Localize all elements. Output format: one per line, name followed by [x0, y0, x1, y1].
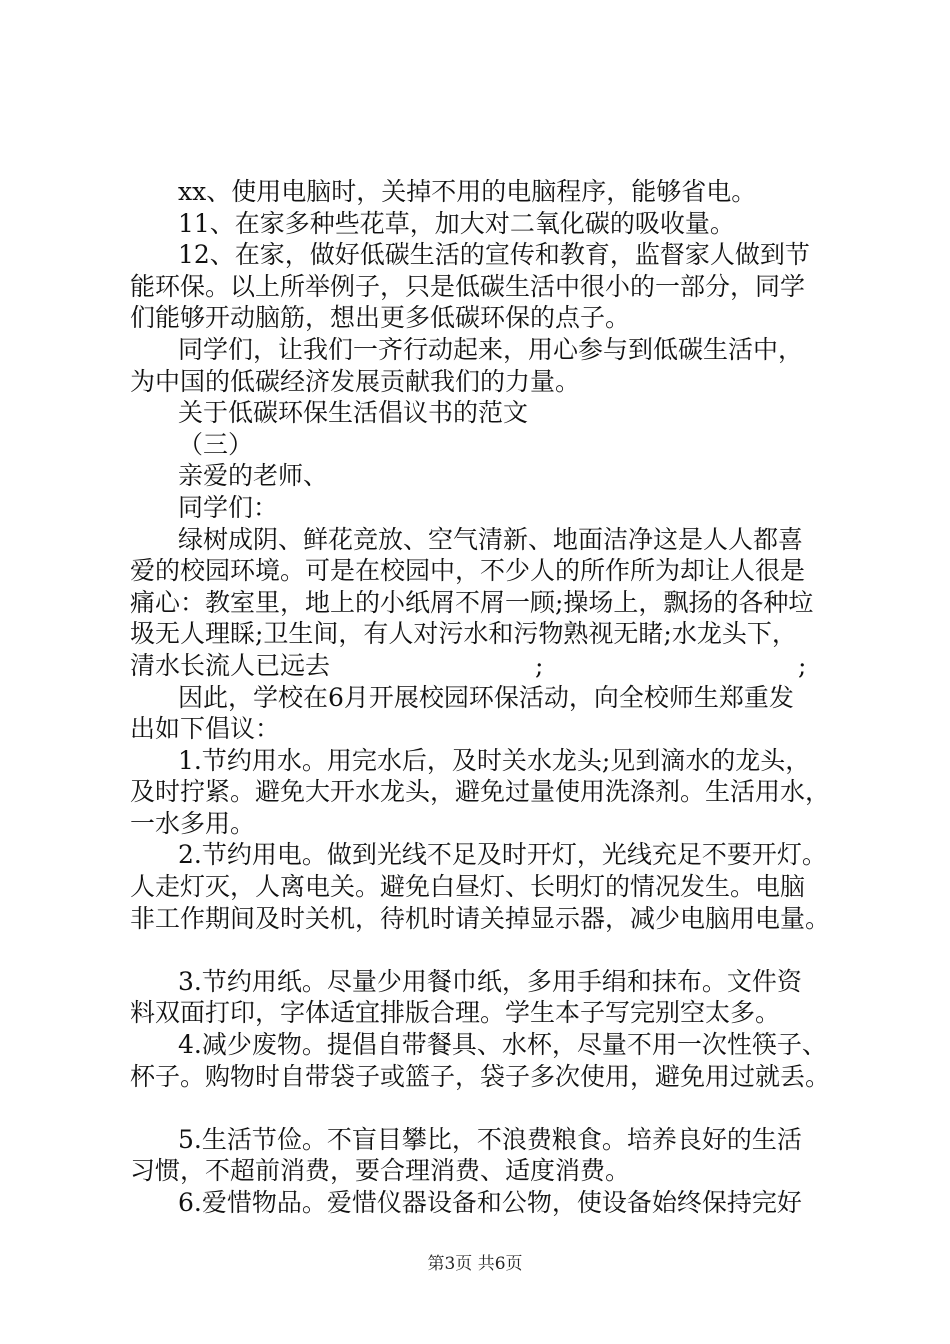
text-line: 绿树成阴、鲜花竞放、空气清新、地面洁净这是人人都喜	[178, 524, 804, 554]
text-line: 11、在家多种些花草，加大对二氧化碳的吸收量。	[178, 208, 735, 238]
proposal-item: 5.生活节俭。不盲目攀比，不浪费粮食。培养良好的生活	[178, 1124, 802, 1154]
text-line: 杯子。购物时自带袋子或篮子，袋子多次使用，避免用过就丢。	[130, 1061, 831, 1091]
salutation-line: 亲爱的老师、	[178, 461, 329, 491]
semicolon-mark: ;	[535, 650, 544, 680]
proposal-item: 2.节约用电。做到光线不足及时开灯，光线充足不要开灯。	[178, 840, 827, 870]
section-number: （三）	[178, 429, 254, 459]
text-line: 料双面打印，字体适宜排版合理。学生本子写完别空太多。	[130, 998, 781, 1028]
text-line: 清水长流人已远去	[130, 650, 331, 680]
text-line: 同学们，让我们一齐行动起来，用心参与到低碳生活中，	[178, 334, 804, 364]
proposal-item: 1.节约用水。用完水后，及时关水龙头;见到滴水的龙头，	[178, 745, 811, 775]
text-line: 爱的校园环境。可是在校园中，不少人的所作所为却让人很是	[130, 556, 806, 586]
semicolon-mark: ;	[798, 650, 807, 680]
text-line: 及时拧紧。避免大开水龙头，避免过量使用洗涤剂。生活用水，	[130, 777, 831, 807]
text-line: 因此，学校在6月开展校园环保活动，向全校师生郑重发	[178, 682, 794, 712]
page-number-footer: 第3页 共6页	[427, 1254, 523, 1274]
text-line: 们能够开动脑筋，想出更多低碳环保的点子。	[130, 303, 631, 333]
text-line: 人走灯灭，人离电关。避免白昼灯、长明灯的情况发生。电脑	[130, 872, 806, 902]
text-line: 非工作期间及时关机，待机时请关掉显示器，减少电脑用电量。	[130, 903, 831, 933]
text-line: xx、使用电脑时，关掉不用的电脑程序，能够省电。	[178, 177, 757, 206]
text-line: 为中国的低碳经济发展贡献我们的力量。	[130, 366, 581, 396]
text-line-with-semicolons	[130, 650, 830, 682]
text-line: 痛心：教室里，地上的小纸屑不屑一顾;操场上，飘扬的各种垃	[130, 587, 814, 617]
salutation-line: 同学们：	[178, 492, 279, 522]
proposal-item: 4.减少废物。提倡自带餐具、水杯，尽量不用一次性筷子、	[178, 1030, 827, 1060]
text-line: 习惯，不超前消费，要合理消费、适度消费。	[130, 1156, 631, 1186]
text-line: 圾无人理睬;卫生间，有人对污水和污物熟视无睹;水龙头下，	[130, 619, 797, 649]
blank-line	[130, 1092, 830, 1124]
proposal-item: 6.爱惜物品。爱惜仪器设备和公物，使设备始终保持完好	[178, 1188, 802, 1217]
text-line: 出如下倡议：	[130, 714, 281, 744]
section-title: 关于低碳环保生活倡议书的范文	[178, 398, 529, 428]
blank-line	[130, 934, 830, 966]
proposal-item: 3.节约用纸。尽量少用餐巾纸，多用手绢和抹布。文件资	[178, 966, 802, 996]
document-body	[130, 176, 830, 1219]
text-line: 一水多用。	[130, 808, 256, 838]
text-line: 12、在家，做好低碳生活的宣传和教育，监督家人做到节	[178, 240, 810, 270]
text-line: 能环保。以上所举例子，只是低碳生活中很小的一部分，同学	[130, 271, 806, 301]
